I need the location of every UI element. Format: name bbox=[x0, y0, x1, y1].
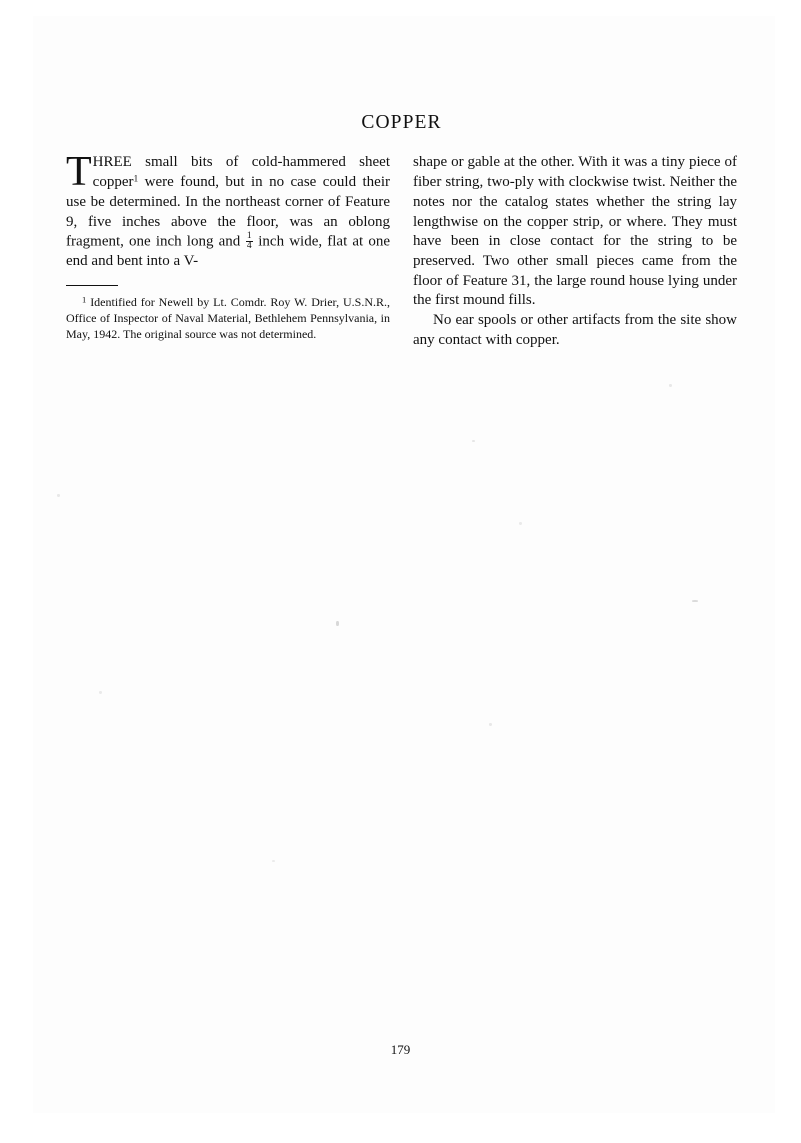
scan-speck bbox=[519, 522, 522, 525]
fraction-denominator: 4 bbox=[246, 241, 252, 252]
paragraph-tail-text: inch wide, flat at one end and bent into a V- bbox=[66, 233, 390, 270]
scan-speck bbox=[99, 691, 102, 694]
footnote-entry bbox=[66, 294, 390, 343]
page-number: 179 bbox=[390, 1042, 411, 1057]
page-title: COPPER bbox=[361, 112, 442, 133]
paragraph-lead-text: HREE small bits of cold-hammered sheet copper bbox=[92, 154, 390, 191]
footnote-reference-marker: 1 bbox=[133, 174, 139, 185]
left-column-opening-paragraph bbox=[66, 149, 390, 272]
right-column-continued-paragraph: shape or gable at the other. With it was a tiny piece of fiber string, two-ply with clockwise twist. Neither the notes nor the catalog states whether the string lay lengthwise on the copper strip, or where. They must have been in close contact for the string to be preserved. Two other small pieces came from the floor of Feature 31, the large round house lying under the first mound fills. bbox=[413, 154, 737, 309]
footnote-number: 1 bbox=[82, 294, 87, 305]
footnote-separator-rule bbox=[66, 285, 118, 286]
left-column bbox=[66, 149, 390, 342]
scan-speck bbox=[669, 384, 672, 387]
drop-cap-letter: T bbox=[66, 149, 92, 196]
fraction-numerator: 1 bbox=[246, 231, 252, 242]
right-column bbox=[413, 153, 737, 350]
scan-speck bbox=[472, 440, 475, 442]
right-column-final-paragraph: No ear spools or other artifacts from the site show any contact with copper. bbox=[413, 312, 737, 348]
scan-speck bbox=[489, 723, 492, 726]
footnote-block bbox=[66, 285, 390, 343]
page-content bbox=[66, 112, 737, 350]
footnote-body-text: Identified for Newell by Lt. Comdr. Roy W. Drier, U.S.N.R., Office of Inspector of Naval Material, Bethlehem Pennsylvania, in May, 1942. The original source was not determined. bbox=[66, 295, 390, 342]
scan-speck bbox=[272, 860, 275, 862]
scan-speck bbox=[336, 621, 339, 626]
scan-speck bbox=[692, 600, 698, 602]
paragraph-body-text: were found, but in no case could their use be determined. In the northeast corner of Feature 9, five inches above the floor, was an oblong fragment, one inch long and bbox=[66, 174, 390, 250]
fraction-one-quarter bbox=[246, 232, 253, 251]
scan-speck bbox=[57, 494, 60, 497]
two-column-layout bbox=[66, 149, 737, 350]
